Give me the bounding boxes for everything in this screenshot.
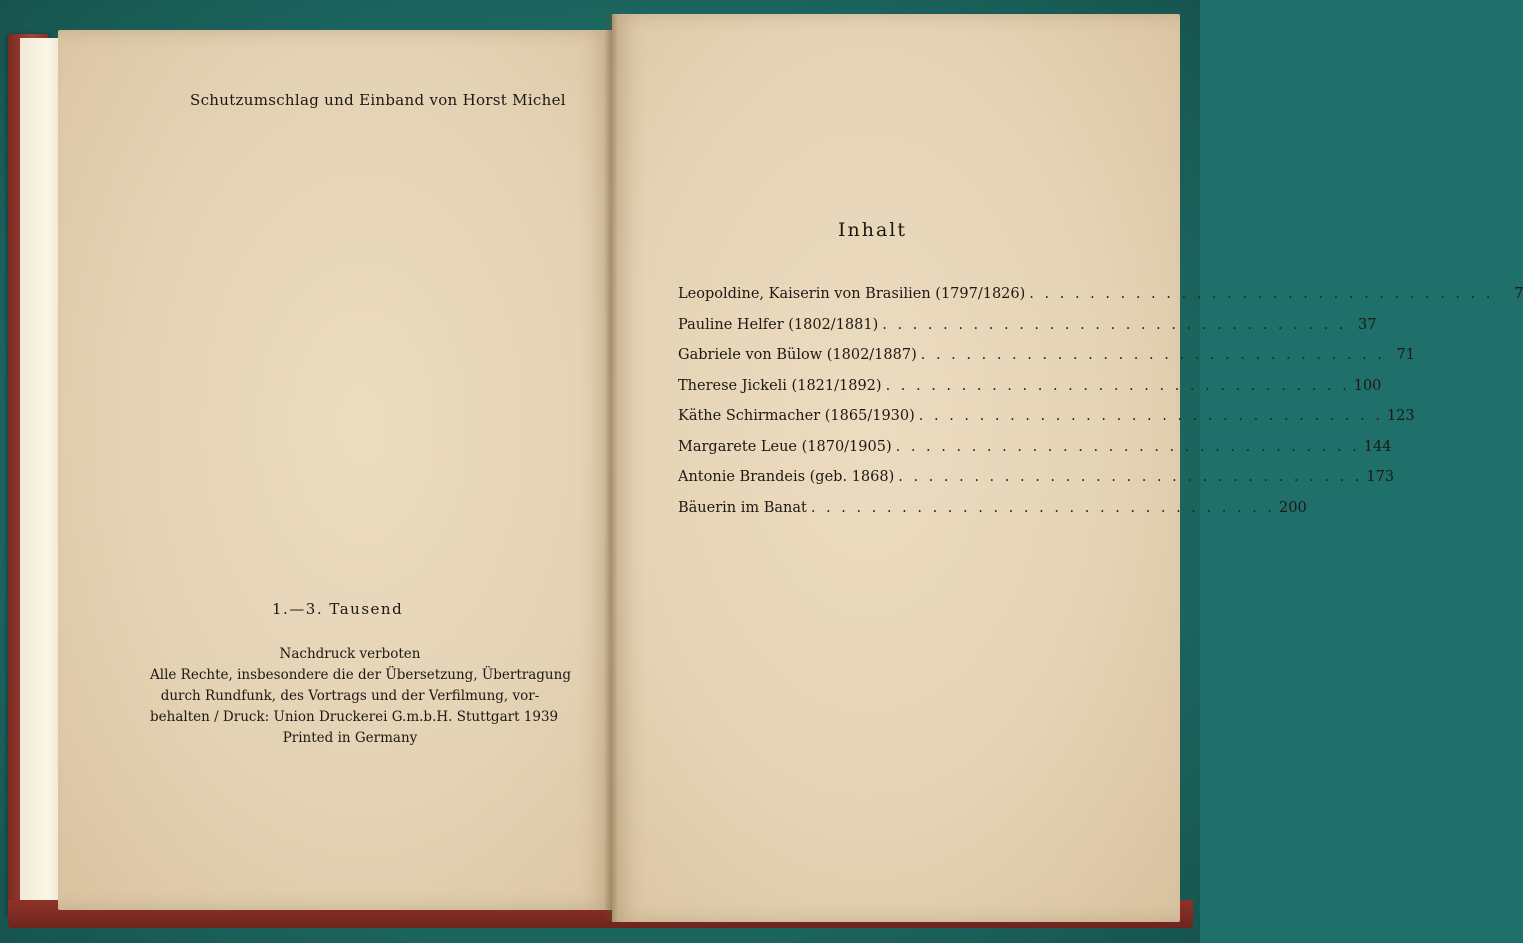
imprint-line: behalten / Druck: Union Druckerei G.m.b.H. Stuttgart 1939 xyxy=(150,709,559,725)
toc-row xyxy=(678,316,1377,348)
toc-entry: Leopoldine, Kaiserin von Brasilien (1797/1826) xyxy=(678,286,1026,302)
toc-page-number: 7 xyxy=(1514,286,1523,302)
toc-row xyxy=(678,499,1307,531)
left-page xyxy=(58,30,612,910)
imprint-block xyxy=(150,644,571,749)
toc-leader: . . . . . . . . . . . . . . . . . . . . . . . . . . . . . . . xyxy=(1029,286,1494,302)
toc-entry: Antonie Brandeis (geb. 1868) xyxy=(678,469,895,485)
toc-entry: Bäuerin im Banat xyxy=(678,499,807,516)
book-gutter xyxy=(604,14,618,922)
toc-leader: . . . . . . . . . . . . . . . . . . . . . . . . . . . . . . . xyxy=(810,499,1276,516)
toc-leader: . . . . . . . . . . . . . . . . . . . . . . . . . . . . . . . xyxy=(885,377,1350,394)
toc-leader: . . . . . . . . . . . . . . . . . . . . . . . . . . . . . . . xyxy=(918,408,1383,424)
toc-page-number: 123 xyxy=(1386,408,1415,424)
toc-leader: . . . . . . . . . . . . . . . . . . . . . . . . . . . . . . . xyxy=(882,316,1347,333)
toc-leader: . . . . . . . . . . . . . . . . . . . . . . . . . . . . . . . xyxy=(920,347,1385,363)
toc-page-number: 173 xyxy=(1366,469,1395,485)
toc-entry: Pauline Helfer (1802/1881) xyxy=(678,316,879,333)
toc-row xyxy=(678,408,1415,439)
toc-leader: . . . . . . . . . . . . . . . . . . . . . . . . . . . . . . . xyxy=(895,438,1360,455)
imprint-line: Nachdruck verboten xyxy=(279,646,421,662)
toc-entry: Margarete Leue (1870/1905) xyxy=(678,438,892,455)
toc-title: Inhalt xyxy=(838,219,908,241)
toc-leader: . . . . . . . . . . . . . . . . . . . . . . . . . . . . . . . xyxy=(898,469,1363,485)
imprint-line: Alle Rechte, insbesondere die der Übersetzung, Übertragung xyxy=(150,667,571,683)
toc-page-number: 200 xyxy=(1279,499,1307,516)
toc-row xyxy=(678,377,1382,409)
toc-page-number: 144 xyxy=(1363,438,1392,455)
toc-row xyxy=(678,286,1523,317)
toc-page-number: 71 xyxy=(1396,347,1415,363)
toc-entry: Therese Jickeli (1821/1892) xyxy=(678,377,882,394)
table-of-contents xyxy=(678,286,1523,530)
toc-row xyxy=(678,438,1392,470)
cover-credit: Schutzumschlag und Einband von Horst Michel xyxy=(190,91,566,109)
imprint-line: Printed in Germany xyxy=(282,730,418,746)
toc-page-number: 37 xyxy=(1357,316,1377,333)
toc-page-number: 100 xyxy=(1353,377,1382,394)
edition-note: 1.—3. Tausend xyxy=(272,600,404,618)
toc-entry: Käthe Schirmacher (1865/1930) xyxy=(678,408,915,424)
toc-row xyxy=(678,469,1395,500)
toc-row xyxy=(678,347,1415,378)
toc-entry: Gabriele von Bülow (1802/1887) xyxy=(678,347,917,363)
imprint-line: durch Rundfunk, des Vortrags und der Verfilmung, vor- xyxy=(160,688,540,704)
